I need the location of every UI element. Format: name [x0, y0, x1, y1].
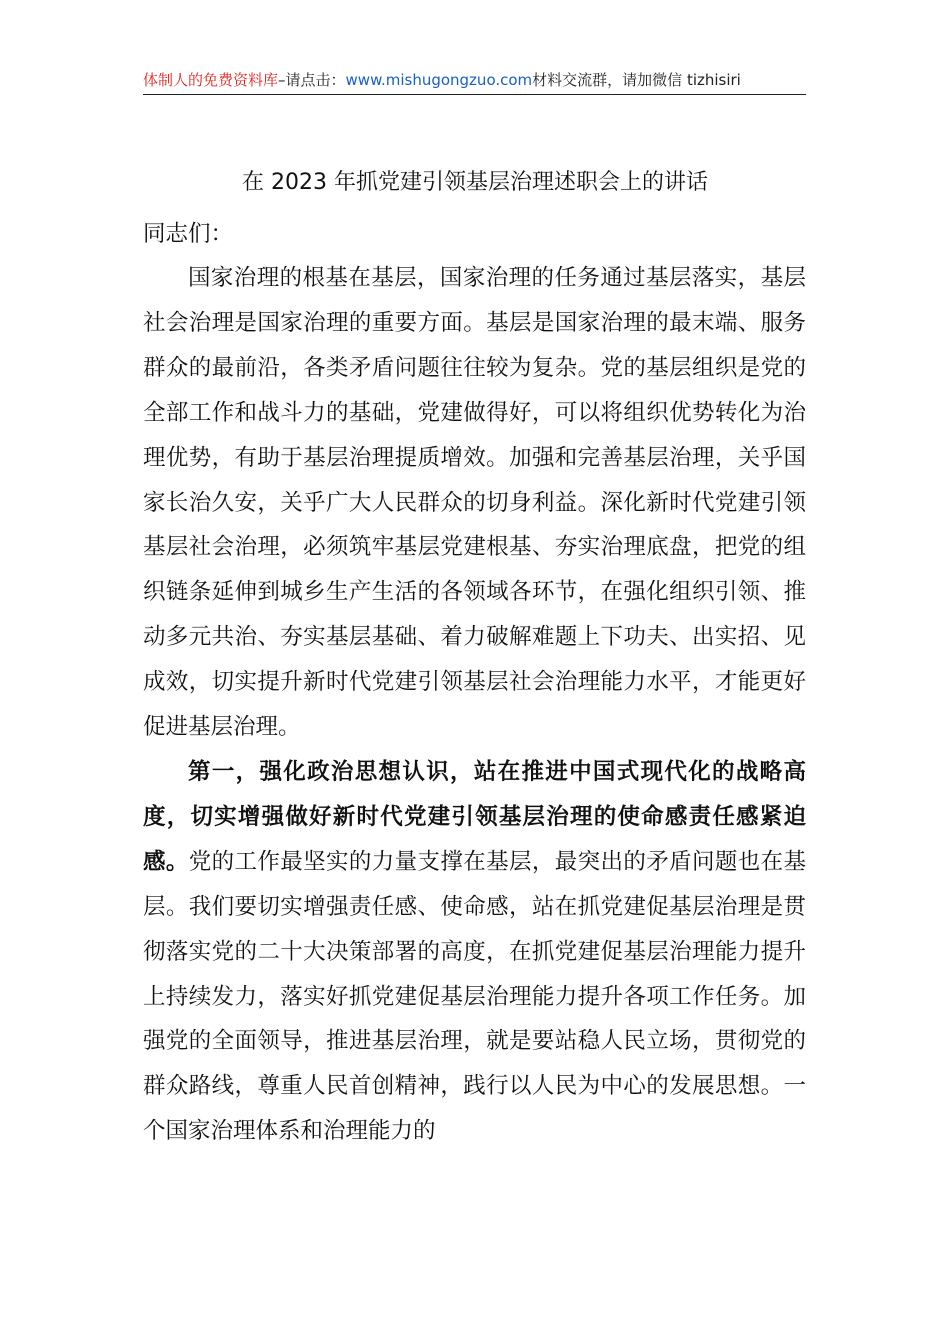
- document-title: 在 2023 年抓党建引领基层治理述职会上的讲话: [242, 170, 708, 195]
- header-brand[interactable]: 体制人的免费资料库: [143, 71, 279, 89]
- paragraph-first-point: [143, 750, 806, 1154]
- salutation: 同志们：: [143, 221, 234, 247]
- paragraph-text: 党的工作最坚实的力量支撑在基层，最突出的矛盾问题也在基层。我们要切实增强责任感、使命感，站在抓党建促基层治理是贯彻落实党的二十大决策部署的高度，在抓党建促基层治理能力提升上持续发力，落实好抓党建促基层治理能力提升各项工作任务。加强党的全面领导，推进基层治理，就是要站稳人民立场，贯彻党的群众路线，尊重人民首创精神，践行以人民为中心的发展思想。一个国家治理体系和治理能力的: [143, 848, 806, 1145]
- paragraph-text: 国家治理的根基在基层，国家治理的任务通过基层落实，基层社会治理是国家治理的重要方面。基层是国家治理的最末端、服务群众的最前沿，各类矛盾问题往往较为复杂。党的基层组织是党的全部工作和战斗力的基础，党建做得好，可以将组织优势转化为治理优势，有助于基层治理提质增效。加强和完善基层治理，关乎国家长治久安，关乎广大人民群众的切身利益。深化新时代党建引领基层社会治理，必须筑牢基层党建根基、夯实治理底盘，把党的组织链条延伸到城乡生产生活的各领域各环节，在强化组织引领、推动多元共治、夯实基层基础、着力破解难题上下功夫、出实招、见成效，切实提升新时代党建引领基层社会治理能力水平，才能更好促进基层治理。: [143, 265, 806, 741]
- document-body: [143, 256, 806, 1154]
- paragraph-intro: [143, 256, 806, 750]
- header-prompt: –请点击：: [278, 71, 346, 89]
- header-contact: 材料交流群，请加微信 tizhisiri: [532, 71, 741, 89]
- page-header: [143, 66, 806, 95]
- paragraph-lead: 第一，强化政治思想认识，站在推进中国式现代化的战略高度，切实增强做好新时代党建引领基层治理的使命感责任感紧迫感。: [143, 758, 806, 875]
- header-link[interactable]: www.mishugongzuo.com: [345, 71, 533, 89]
